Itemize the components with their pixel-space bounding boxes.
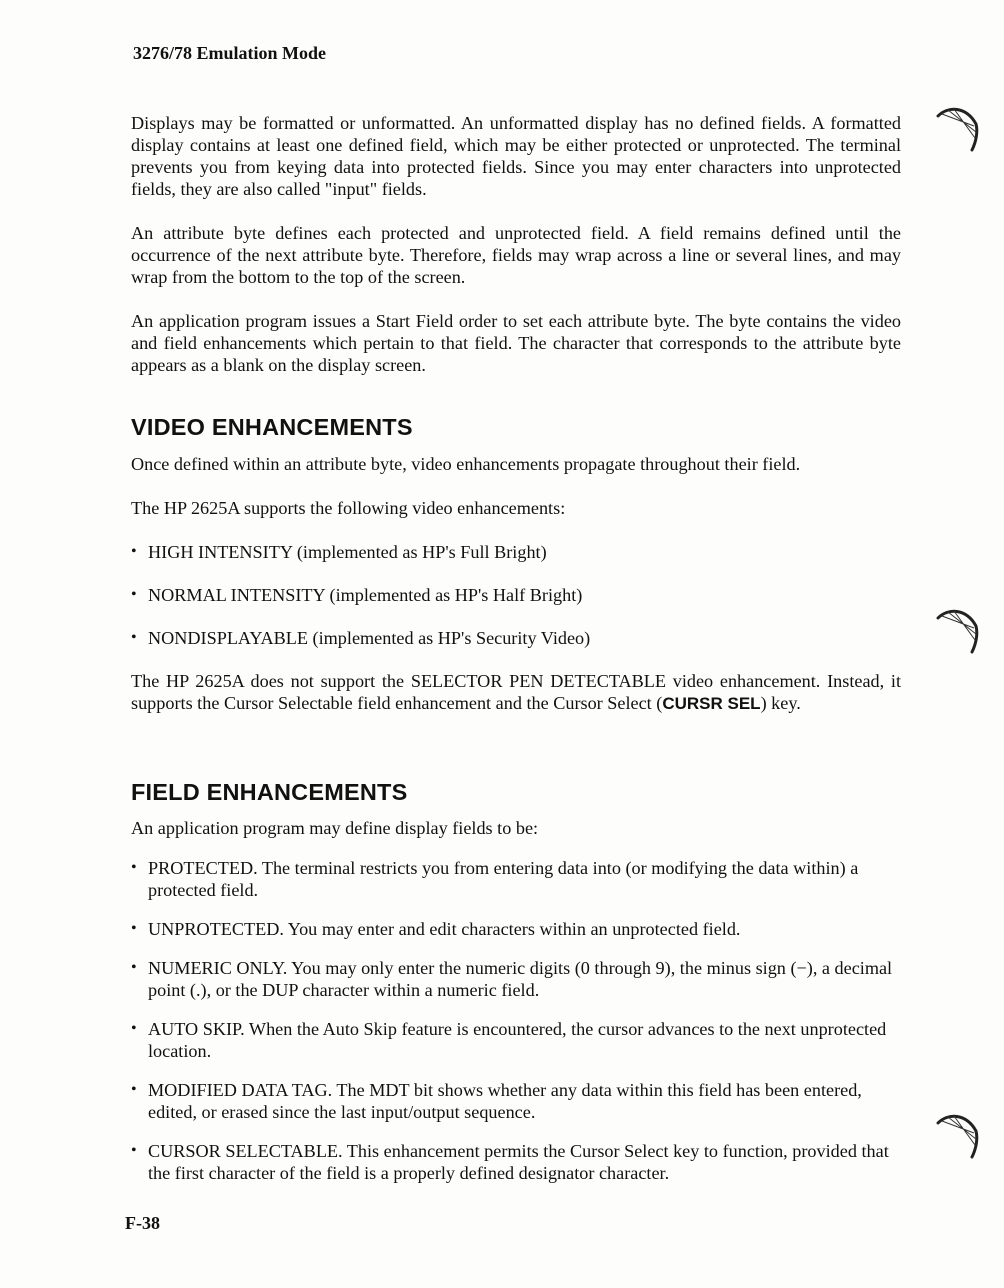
cursr-sel-key-label: CURSR SEL [662, 694, 761, 713]
list-item: • HIGH INTENSITY (implemented as HP's Full Bright) [131, 542, 547, 562]
bullet-icon: • [131, 1081, 137, 1098]
list-item: • MODIFIED DATA TAG. The MDT bit shows whether any data within this field has been entered, edited, or erased since the last input/output sequence. [131, 1080, 862, 1122]
intro-section [131, 112, 901, 376]
bullet-icon: • [131, 959, 137, 976]
bullet-icon: • [131, 920, 137, 937]
page-number: F-38 [125, 1213, 160, 1233]
video-enhancements-heading: VIDEO ENHANCEMENTS [131, 414, 413, 440]
running-head: 3276/78 Emulation Mode [133, 43, 327, 63]
bullet-icon: • [131, 629, 137, 646]
list-item: • UNPROTECTED. You may enter and edit characters within an unprotected field. [131, 919, 741, 939]
intro-paragraph-1: Displays may be formatted or unformatted. An unformatted display has no defined fields. A formatted display contains at least one defined field, which may be either protected or unprotected. The terminal prevents you from keying data into protected fields. Since you may enter characters into unprotected fields, they are also called "input" fields. [131, 113, 901, 199]
binder-tab-mark-icon [934, 1111, 980, 1161]
list-item: • CURSOR SELECTABLE. This enhancement permits the Cursor Select key to function, provided that the first character of the field is a properly defined designator character. [131, 1141, 889, 1183]
field-enhancements-heading: FIELD ENHANCEMENTS [131, 779, 408, 805]
intro-paragraph-3: An application program issues a Start Field order to set each attribute byte. The byte contains the video and field enhancements which pertain to that field. The character that corresponds to the attribute byte appears as a blank on the display screen. [131, 311, 901, 375]
field-enhancements-section [131, 817, 897, 1184]
bullet-icon: • [131, 543, 137, 560]
bullet-icon: • [131, 1020, 137, 1037]
field-enhancement-list [131, 857, 897, 1184]
video-closing-paragraph: The HP 2625A does not support the SELECTOR PEN DETECTABLE video enhancement. Instead, it supports the Cursor Selectable field enhancement and the Cursor Select (CURSR SEL) key. [131, 671, 901, 713]
bullet-icon: • [131, 859, 137, 876]
video-enhancements-section [131, 453, 901, 715]
list-item: • NORMAL INTENSITY (implemented as HP's Half Bright) [131, 585, 583, 605]
video-intro-paragraph: Once defined within an attribute byte, video enhancements propagate throughout their field. [131, 454, 801, 474]
bullet-icon: • [131, 1142, 137, 1159]
intro-paragraph-2: An attribute byte defines each protected and unprotected field. A field remains defined until the occurrence of the next attribute byte. Therefore, fields may wrap across a line or several lines, and may wrap from the bottom to the top of the screen. [131, 223, 901, 287]
list-item: • NONDISPLAYABLE (implemented as HP's Security Video) [131, 628, 591, 648]
list-item: • AUTO SKIP. When the Auto Skip feature is encountered, the cursor advances to the next unprotected location. [131, 1019, 887, 1061]
video-support-paragraph: The HP 2625A supports the following video enhancements: [131, 498, 566, 518]
list-item: • PROTECTED. The terminal restricts you from entering data into (or modifying the data within) a protected field. [131, 858, 859, 900]
bullet-icon: • [131, 586, 137, 603]
list-item: • NUMERIC ONLY. You may only enter the numeric digits (0 through 9), the minus sign (−), a decimal point (.), or the DUP character within a numeric field. [131, 958, 893, 1000]
binder-tab-mark-icon [934, 606, 980, 656]
field-intro-paragraph: An application program may define display fields to be: [131, 818, 539, 838]
video-enhancement-list [131, 541, 901, 649]
binder-tab-mark-icon [934, 104, 980, 154]
